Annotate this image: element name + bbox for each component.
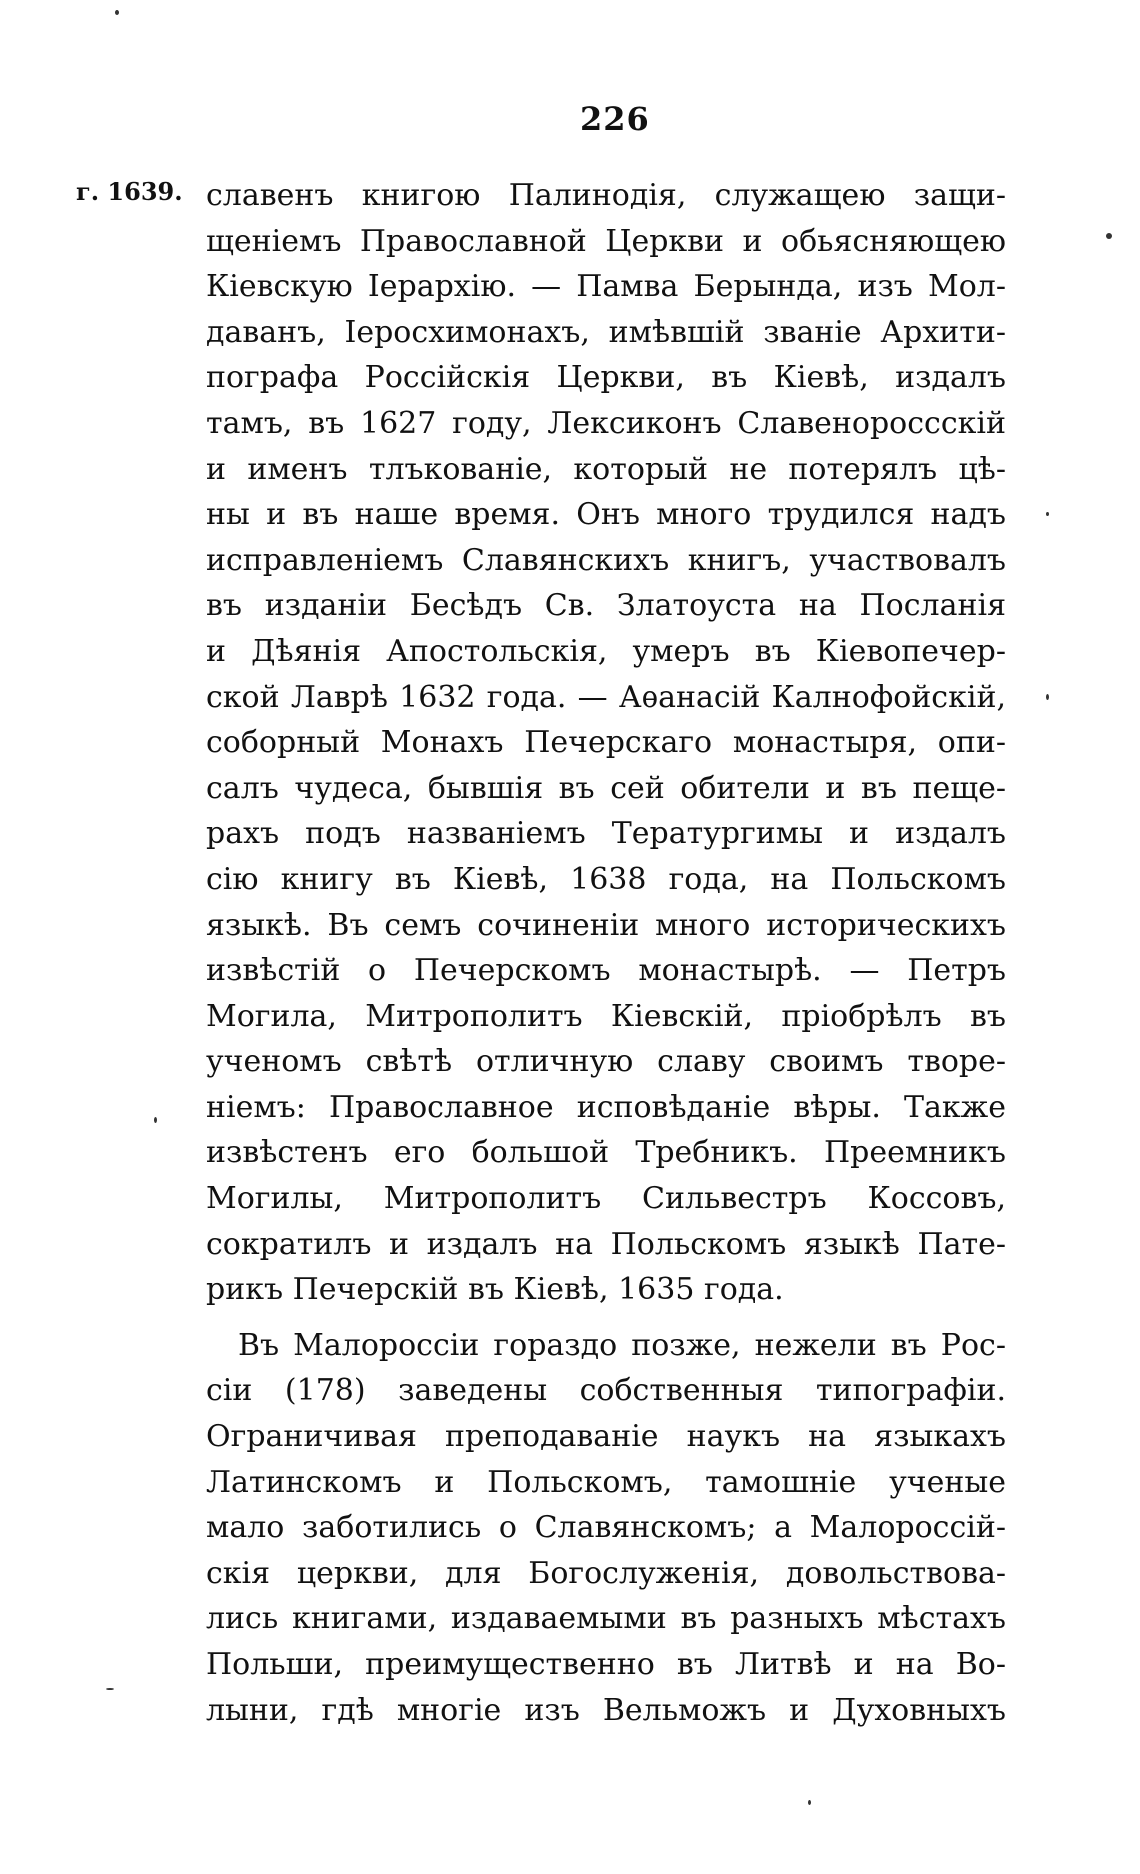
scan-speck	[1046, 512, 1049, 516]
page-number: 226	[580, 100, 650, 138]
paragraph-2	[206, 1323, 1006, 1733]
scan-speck	[1106, 233, 1112, 239]
text-line: Латинскомъ и Польскомъ, тамошніе ученые	[206, 1464, 1006, 1500]
scan-speck	[154, 1117, 157, 1123]
text-line: ской Лаврѣ 1632 года. — Аѳанасій Калнофойскій,	[206, 679, 1006, 715]
text-line: славенъ книгою Палинодія, служащею защи-	[206, 178, 1006, 213]
text-line: извѣстій о Печерскомъ монастырѣ. — Петръ	[206, 953, 1006, 989]
text-line: въ изданіи Бесѣдъ Св. Златоуста на Посланія	[206, 588, 1006, 624]
text-line: салъ чудеса, бывшія въ сей обители и въ пеще-	[206, 770, 1006, 806]
text-line: сію книгу въ Кіевѣ, 1638 года, на Польскомъ	[206, 861, 1006, 897]
text-line: соборный Монахъ Печерскаго монастыря, опи-	[206, 725, 1006, 761]
scan-speck	[115, 10, 119, 15]
text-line: сіи (178) заведены собственныя типографіи.	[206, 1373, 1006, 1409]
text-line: даванъ, Іеросхимонахъ, имѣвшій званіе Архити-	[206, 314, 1006, 350]
text-line: ны и въ наше время. Онъ много трудился надъ	[206, 497, 1006, 533]
text-line: Ограничивая преподаваніе наукъ на языкахъ	[206, 1419, 1006, 1455]
text-line: мало заботились о Славянскомъ; а Малороссій-	[206, 1510, 1006, 1546]
text-line: тамъ, въ 1627 году, Лексиконъ Славенороссскій	[206, 405, 1006, 441]
text-line: лись книгами, издаваемыми въ разныхъ мѣстахъ	[206, 1601, 1006, 1637]
text-line: лыни, гдѣ многіе изъ Вельможъ и Духовныхъ	[206, 1692, 1006, 1728]
text-line: сократилъ и издалъ на Польскомъ языкѣ Пате-	[206, 1226, 1006, 1262]
scan-speck	[808, 1800, 811, 1805]
text-line: Могила, Митрополитъ Кіевскій, пріобрѣлъ въ	[206, 998, 1006, 1034]
text-line: Кіевскую Іерархію. — Памва Берында, изъ Мол-	[206, 269, 1006, 305]
text-line: щеніемъ Православной Церкви и обьясняющею	[206, 223, 1006, 259]
margin-date-note: г. 1639.	[76, 177, 183, 206]
body-text	[206, 173, 1006, 1733]
text-line: Могилы, Митрополитъ Сильвестръ Коссовъ,	[206, 1181, 1006, 1217]
text-line: рикъ Печерскій въ Кіевѣ, 1635 года.	[206, 1272, 784, 1308]
paragraph-1	[206, 173, 1006, 1313]
text-line: скія церкви, для Богослуженія, довольствова-	[206, 1555, 1006, 1591]
paragraph-gap	[206, 1313, 1006, 1323]
text-line: извѣстенъ его большой Требникъ. Преемникъ	[206, 1135, 1006, 1171]
text-line: ученомъ свѣтѣ отличную славу своимъ творе-	[206, 1044, 1006, 1080]
text-line: Польши, преимущественно въ Литвѣ и на Во-	[206, 1647, 1006, 1682]
text-line: рахъ подъ названіемъ Тератургимы и издалъ	[206, 816, 1006, 852]
scan-speck	[1046, 694, 1049, 700]
scan-speck	[106, 1688, 114, 1690]
text-line: ніемъ: Православное исповѣданіе вѣры. Также	[206, 1089, 1006, 1125]
text-line: языкѣ. Въ семъ сочиненіи много историческихъ	[206, 907, 1006, 943]
text-line: пографа Россійскія Церкви, въ Кіевѣ, издалъ	[206, 360, 1006, 396]
text-line: исправленіемъ Славянскихъ книгъ, участвовалъ	[206, 542, 1006, 578]
text-line: Въ Малороссіи гораздо позже, нежели въ Рос-	[238, 1327, 1006, 1363]
text-line: и именъ тлъкованіе, который не потерялъ цѣ-	[206, 451, 1006, 487]
text-line: и Дѣянія Апостольскія, умеръ въ Кіевопечер-	[206, 633, 1006, 669]
